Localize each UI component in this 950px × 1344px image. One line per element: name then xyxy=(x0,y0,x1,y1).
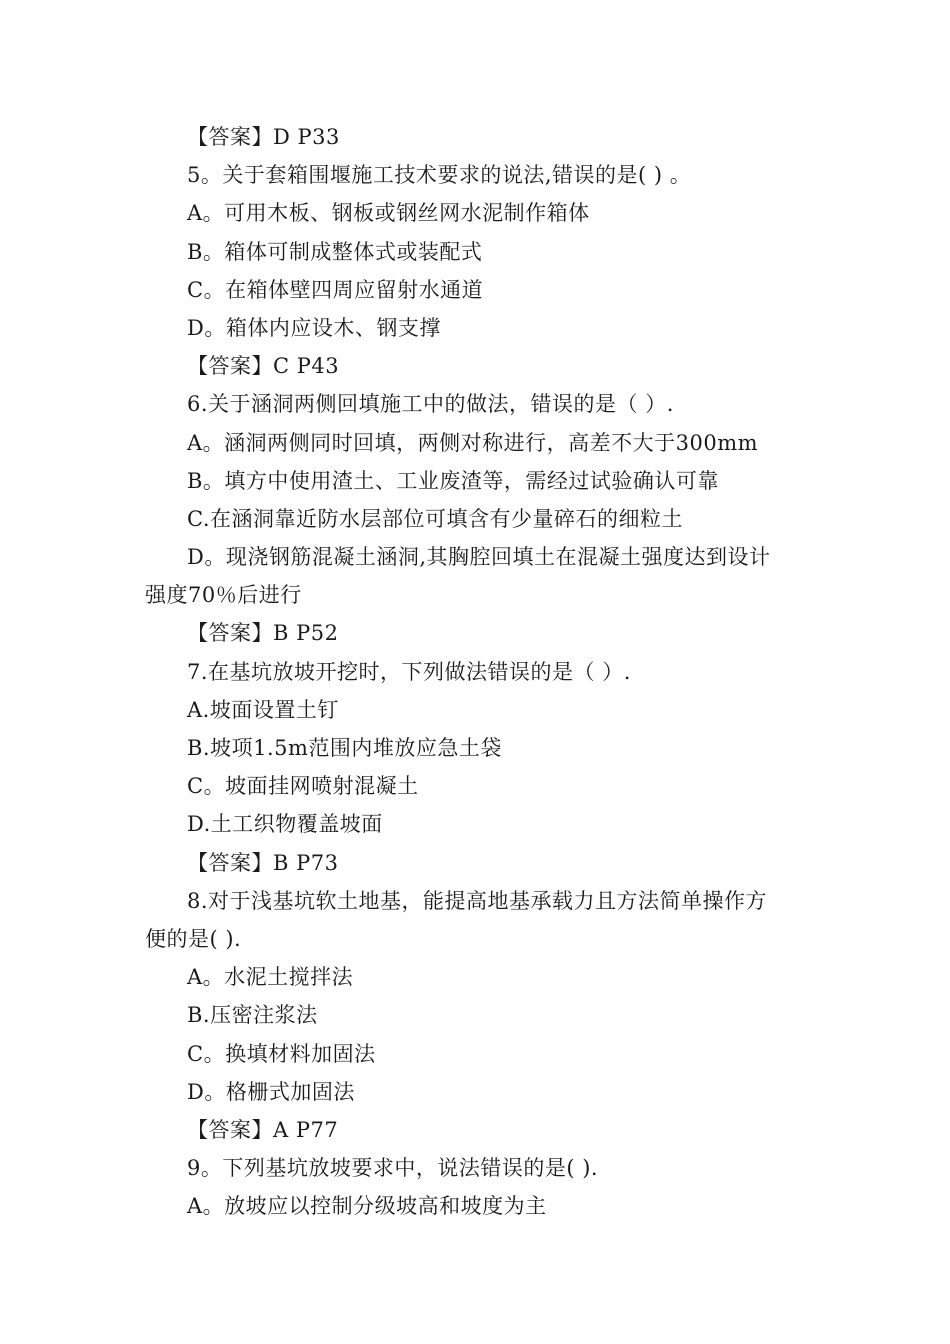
option-line: D.土工织物覆盖坡面 xyxy=(187,812,383,837)
option-line: C.在涵洞靠近防水层部位可填含有少量碎石的细粒土 xyxy=(187,506,683,531)
question-continuation: 便的是( ). xyxy=(145,926,242,951)
option-line: A。可用木板、钢板或钢丝网水泥制作箱体 xyxy=(187,201,590,226)
question-5: 5。关于套箱围堰施工技术要求的说法,错误的是( ) 。 xyxy=(187,163,692,188)
answer-line: 【答案】D P33 xyxy=(187,125,340,149)
answer-line: 【答案】B P52 xyxy=(187,621,339,646)
option-line: C。换填材料加固法 xyxy=(187,1041,376,1066)
option-line: C。坡面挂网喷射混凝土 xyxy=(187,774,419,799)
option-line: C。在箱体壁四周应留射水通道 xyxy=(187,277,484,302)
option-line: D。现浇钢筋混凝土涵洞,其胸腔回填土在混凝土强度达到设计 xyxy=(187,545,771,570)
question-6: 6.关于涵洞两侧回填施工中的做法，错误的是（ ）. xyxy=(187,392,674,417)
option-line: B。箱体可制成整体式或装配式 xyxy=(187,239,483,264)
option-line: A.坡面设置土钉 xyxy=(187,697,339,722)
option-line: A。水泥土搅拌法 xyxy=(187,965,354,990)
option-line: D。箱体内应设木、钢支撑 xyxy=(187,315,441,340)
question-8: 8.对于浅基坑软土地基，能提高地基承载力且方法简单操作方 xyxy=(187,888,768,913)
answer-line: 【答案】C P43 xyxy=(187,354,340,379)
option-line: B。填方中使用渣土、工业废渣等，需经过试验确认可靠 xyxy=(187,468,719,493)
answer-line: 【答案】A P77 xyxy=(187,1117,339,1142)
option-line: B.坡项1.5m范围内堆放应急土袋 xyxy=(187,736,502,760)
answer-line: 【答案】B P73 xyxy=(187,850,339,875)
option-line: B.压密注浆法 xyxy=(187,1003,318,1028)
option-line: A。涵洞两侧同时回填，两侧对称进行，高差不大于300mm xyxy=(187,430,759,455)
option-continuation: 强度70％后进行 xyxy=(145,583,302,608)
document-body xyxy=(0,118,950,1225)
option-line: D。格栅式加固法 xyxy=(187,1079,355,1104)
option-line: A。放坡应以控制分级坡高和坡度为主 xyxy=(187,1194,547,1219)
question-7: 7.在基坑放坡开挖时，下列做法错误的是（ ）. xyxy=(187,659,631,684)
question-9: 9。下列基坑放坡要求中，说法错误的是( ). xyxy=(187,1156,599,1181)
